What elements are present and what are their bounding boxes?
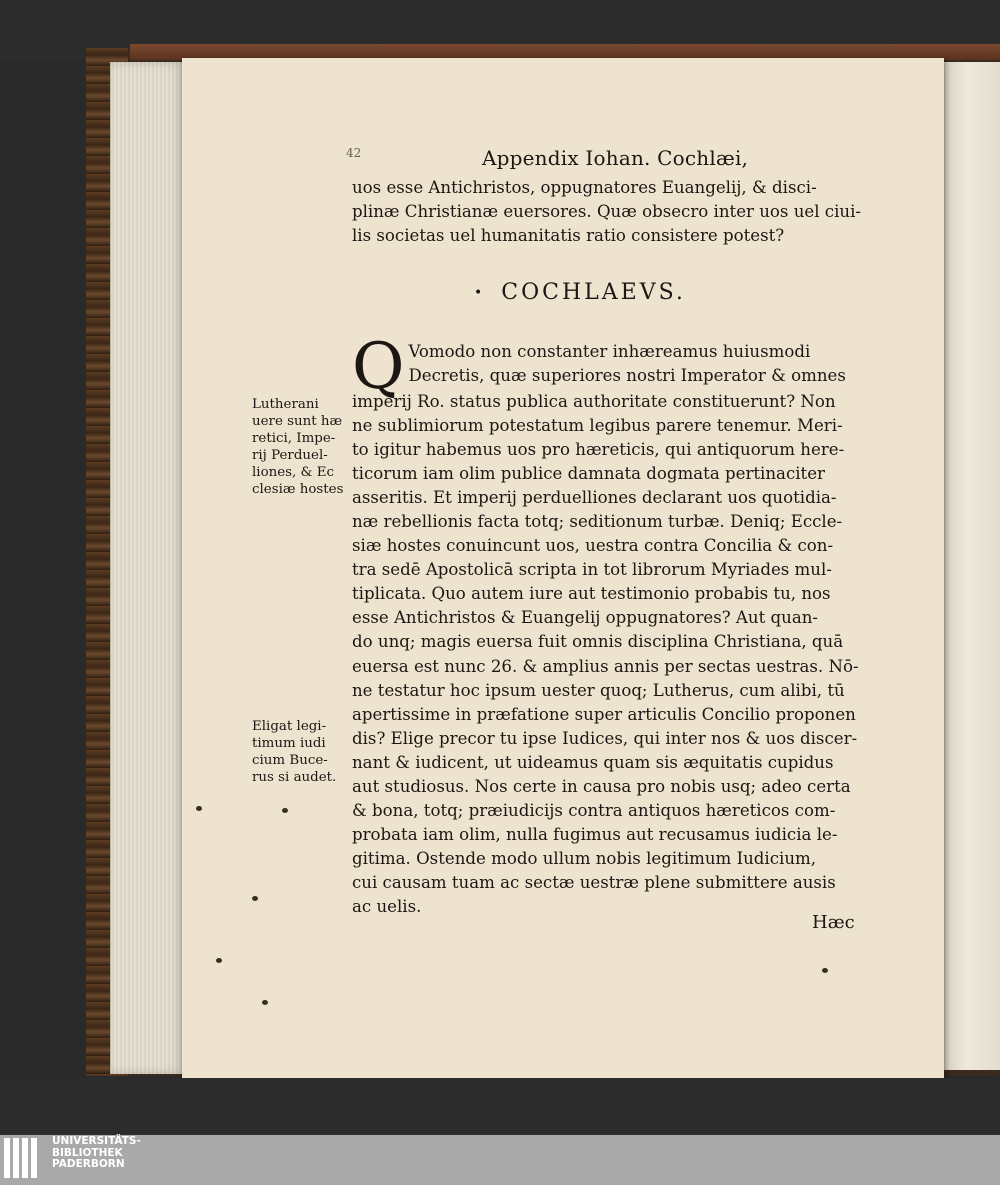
background-bottom bbox=[0, 1078, 1000, 1135]
text-line: ticorum iam olim publice damnata dogmata pertinaciter bbox=[352, 464, 825, 484]
margin-note-line: uere sunt hæ bbox=[252, 414, 343, 429]
text-line: to igitur habemus uos pro hæreticis, qui antiquorum here- bbox=[352, 440, 845, 460]
text-line: ne testatur hoc ipsum uester quoq; Lutherus, cum alibi, tū bbox=[352, 680, 845, 700]
text-line: nant & iudicent, ut uideamus quam sis æquitatis cupidus bbox=[352, 752, 834, 772]
margin-note-line: rij Perduel- bbox=[252, 448, 328, 463]
margin-note-line: clesiæ hostes bbox=[252, 482, 344, 497]
ink-speck bbox=[252, 896, 258, 901]
page-stack-right bbox=[944, 62, 1000, 1070]
text-line: esse Antichristos & Euangelij oppugnatores? Aut quan- bbox=[352, 608, 819, 628]
text-line: apertissime in præfatione super articulis Concilio proponen bbox=[352, 704, 856, 724]
logo-line: PADERBORN bbox=[52, 1158, 125, 1170]
logo-line: UNIVERSITÄTS- bbox=[52, 1135, 141, 1147]
ink-speck bbox=[282, 808, 288, 813]
text-line: euersa est nunc 26. & amplius annis per sectas uestras. Nō- bbox=[352, 656, 859, 676]
text-line: tra sedē Apostolicā scripta in tot librorum Myriades mul- bbox=[352, 560, 832, 580]
margin-note-line: Lutherani bbox=[252, 397, 319, 412]
text-line: ne sublimiorum potestatum legibus parere tenemur. Meri- bbox=[352, 416, 843, 436]
text-line: cui causam tuam ac sectæ uestræ plene submittere ausis bbox=[352, 872, 836, 892]
page-stack-left bbox=[110, 62, 185, 1074]
heading-text: COCHLAEVS. bbox=[501, 280, 686, 305]
text-line: uos esse Antichristos, oppugnatores Euangelij, & disci- bbox=[352, 178, 817, 197]
text-line: imperij Ro. status publica authoritate constituerunt? Non bbox=[352, 392, 836, 411]
text-line: siæ hostes conuincunt uos, uestra contra Concilia & con- bbox=[352, 536, 834, 556]
footer-bar bbox=[0, 1135, 1000, 1185]
logo-line: BIBLIOTHEK bbox=[52, 1146, 123, 1159]
text-line: lis societas uel humanitatis ratio consistere potest? bbox=[352, 226, 785, 246]
text-line: probata iam olim, nulla fugimus aut recusamus iudicia le- bbox=[352, 824, 838, 844]
margin-note-lutherani bbox=[252, 396, 350, 498]
margin-note-line: liones, & Ec bbox=[252, 465, 335, 480]
text-line: dis? Elige precor tu ipse Iudices, qui inter nos & uos discer- bbox=[352, 728, 858, 748]
page-number: 42 bbox=[346, 146, 362, 160]
text-line: aut studiosus. Nos certe in causa pro nobis usq; adeo certa bbox=[352, 776, 851, 796]
text-line: plinæ Christianæ euersores. Quæ obsecro inter uos uel ciui- bbox=[352, 202, 861, 222]
margin-note-line: cium Buce- bbox=[252, 753, 328, 768]
margin-note-line: rus si audet. bbox=[252, 770, 337, 785]
library-logo-icon bbox=[4, 1138, 40, 1182]
ink-speck bbox=[262, 1000, 268, 1005]
bullet-mark: • bbox=[474, 285, 486, 301]
text-line: ac uelis. bbox=[352, 896, 422, 916]
drop-cap: Q bbox=[352, 330, 405, 404]
text-line: Decretis, quæ superiores nostri Imperator & omnes bbox=[408, 366, 846, 386]
library-logo-text bbox=[52, 1136, 141, 1171]
section-heading bbox=[474, 280, 686, 305]
text-line: do unq; magis euersa fuit omnis disciplina Christiana, quā bbox=[352, 632, 844, 652]
text-line: gitima. Ostende modo ullum nobis legitimum Iudicium, bbox=[352, 848, 817, 868]
ink-speck bbox=[822, 968, 828, 973]
margin-note-line: timum iudi bbox=[252, 736, 326, 751]
ink-speck bbox=[216, 958, 222, 963]
text-line: næ rebellionis facta totq; seditionum turbæ. Deniq; Eccle- bbox=[352, 512, 843, 532]
margin-note-line: retici, Impe- bbox=[252, 431, 336, 446]
margin-note-line: Eligat legi- bbox=[252, 719, 327, 734]
top-text-block bbox=[352, 176, 862, 248]
text-line: & bona, totq; præiudicijs contra antiquos hæreticos com- bbox=[352, 800, 836, 820]
margin-note-eligat bbox=[252, 718, 350, 786]
running-title: Appendix Iohan. Cochlæi, bbox=[482, 146, 749, 170]
main-paragraph bbox=[352, 330, 862, 919]
ink-speck bbox=[196, 806, 202, 811]
text-line: tiplicata. Quo autem iure aut testimonio probabis tu, nos bbox=[352, 584, 831, 604]
text-line: asseritis. Et imperij perduelliones declarant uos quotidia- bbox=[352, 488, 837, 508]
catchword: Hæc bbox=[812, 912, 855, 933]
text-line: Vomodo non constanter inhæreamus huiusmodi bbox=[408, 342, 811, 361]
